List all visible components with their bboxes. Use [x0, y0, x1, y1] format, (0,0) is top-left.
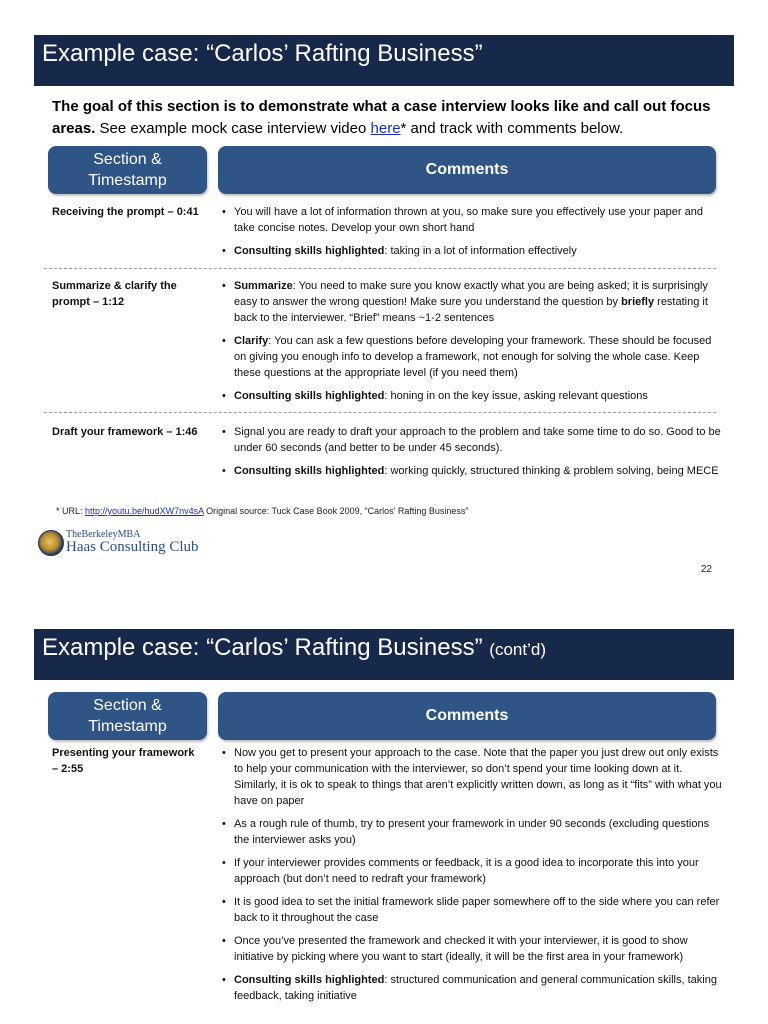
- row-label: Summarize & clarify the prompt – 1:12: [52, 280, 177, 308]
- comment-text: If your interviewer provides comments or feedback, it is a good idea to incorporate this into your approach (but don’t need to redraft your framework): [234, 857, 699, 885]
- comments-header-label: Comments: [425, 707, 509, 724]
- slide-title-text: Example case: “Carlos’ Rafting Business”: [42, 40, 483, 67]
- comment-bold: Consulting skills highlighted: [234, 974, 385, 986]
- footnote: [56, 505, 468, 517]
- comment-list: [222, 745, 722, 1011]
- comment-text: Now you get to present your approach to the case. Note that the paper you just drew out only exists to help your communication with the interviewer, so don’t spend your time looking down at it. Similarly, it is ok to speak to things that aren’t explicitly written down, as long as it “fits” with what you have on paper: [234, 747, 722, 807]
- logo-top-text: TheBerkeleyMBA: [66, 529, 141, 540]
- row-divider: [44, 268, 716, 269]
- slide-title-text: Example case: “Carlos’ Rafting Business”: [42, 634, 483, 661]
- section-timestamp-header: [48, 692, 207, 740]
- comment-text: You will have a lot of information thrown at you, so make sure you effectively use your paper and take concise notes. Develop your own short hand: [234, 206, 703, 234]
- footnote-source: Original source: Tuck Case Book 2009, “Carlos’ Rafting Business”: [203, 506, 469, 516]
- comment-item: [222, 972, 722, 1004]
- comment-text: : You need to make sure you know exactly what you are being asked; it is surprisingly easy to answer the wrong question! Make sure you understand the question by: [234, 280, 708, 308]
- comment-text: : honing in on the key issue, asking relevant questions: [384, 390, 648, 402]
- comment-text: As a rough rule of thumb, try to present your framework in under 90 seconds (excluding questions the interviewer asks you): [234, 818, 710, 846]
- haas-consulting-club-logo: [38, 529, 238, 557]
- comments-header-label: Comments: [425, 161, 509, 178]
- row-label: Presenting your framework – 2:55: [52, 747, 195, 775]
- comments-header: [218, 146, 716, 194]
- intro-bold-text: The goal of this section is to demonstrate what a case interview looks like and call out focus areas.: [52, 98, 711, 137]
- comment-text: : structured communication and general communication skills, taking feedback, taking initiative: [234, 974, 717, 1002]
- comment-item: [222, 278, 722, 326]
- comment-bold: Clarify: [234, 335, 269, 347]
- intro-text-before-link: See example mock case interview video: [95, 120, 371, 137]
- row-label: Receiving the prompt – 0:41: [52, 206, 199, 218]
- slide-title: [34, 629, 734, 680]
- slide-title-suffix: (cont’d): [489, 640, 546, 659]
- comment-text: : You can ask a few questions before developing your framework. These should be focused on giving you enough info to develop a framework, not enough for solving the whole case. Keep these questions at the appropriate level (if you need them): [234, 335, 712, 379]
- comments-header: [218, 692, 716, 740]
- logo-bottom-text: Haas Consulting Club: [66, 539, 199, 555]
- comment-item: [222, 894, 722, 926]
- comment-text: restating it back to the interviewer. “Brief” means ~1-2 sentences: [234, 296, 708, 324]
- comment-item: [222, 424, 722, 456]
- comment-item: [222, 388, 722, 404]
- comment-item: [222, 333, 722, 381]
- university-seal-icon: [38, 530, 64, 556]
- footnote-prefix: * URL:: [56, 506, 86, 516]
- row-label: Draft your framework – 1:46: [52, 426, 198, 438]
- section-timestamp-header-label: Section & Timestamp: [88, 151, 167, 189]
- comment-item: [222, 243, 722, 259]
- intro-text-after-link: * and track with comments below.: [400, 120, 624, 137]
- comment-bold: Consulting skills highlighted: [234, 390, 385, 402]
- row-divider: [44, 412, 716, 413]
- comment-text: It is good idea to set the initial framework slide paper somewhere off to the side where you can refer back to it throughout the case: [234, 896, 720, 924]
- comment-bold: Consulting skills highlighted: [234, 465, 385, 477]
- page-number: 22: [700, 564, 712, 575]
- comment-text: : working quickly, structured thinking & problem solving, being MECE: [384, 465, 719, 477]
- comment-list: [222, 278, 722, 411]
- comment-bold: briefly: [621, 296, 655, 308]
- comment-text: Signal you are ready to draft your approach to the problem and take some time to do so. Good to be under 60 seconds (and better to be under 45 seconds).: [234, 426, 721, 454]
- comment-text: : taking in a lot of information effectively: [384, 245, 577, 257]
- section-timestamp-header: [48, 146, 207, 194]
- comment-item: [222, 204, 722, 236]
- section-timestamp-header-label: Section & Timestamp: [88, 697, 167, 735]
- comment-text: Once you’ve presented the framework and checked it with your interviewer, it is good to show initiative by picking where you want to start (ideally, it will be the first area in your framework): [234, 935, 688, 963]
- slide-title: [34, 35, 734, 86]
- comment-item: [222, 855, 722, 887]
- slide-23: [0, 600, 768, 1024]
- video-link[interactable]: here: [370, 120, 401, 137]
- intro-paragraph: [52, 96, 712, 140]
- comment-item: [222, 933, 722, 965]
- comment-list: [222, 204, 722, 266]
- comment-item: [222, 463, 722, 479]
- footnote-url-link[interactable]: http://youtu.be/hudXW7nv4sA: [85, 506, 204, 516]
- comment-bold: Summarize: [234, 280, 293, 292]
- comment-item: [222, 745, 722, 809]
- comment-bold: Consulting skills highlighted: [234, 245, 385, 257]
- comment-list: [222, 424, 722, 486]
- comment-item: [222, 816, 722, 848]
